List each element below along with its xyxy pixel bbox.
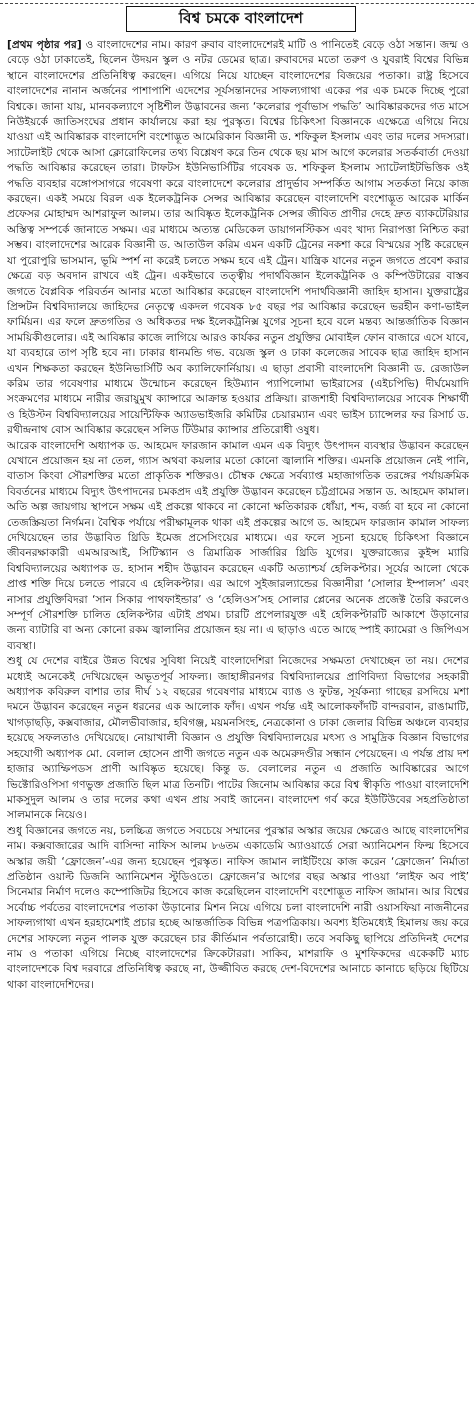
headline: বিশ্ব চমকে বাংলাদেশ bbox=[126, 6, 356, 32]
article-body bbox=[7, 38, 469, 1402]
paragraph-1 bbox=[7, 38, 469, 439]
paragraph-2: আরেক বাংলাদেশি অধ্যাপক ড. আহমেদ ফারজান কামাল এমন এক বিদ্যুৎ উৎপাদন ব্যবস্থার উদ্ভাবন করেছেন যেখানে প্রয়োজন হয় না তেল, গ্যাস অথবা কয়লার মতো কোনো জ্বালানি শক্তির। এমনকি প্রয়োজন নেই পানি, বাতাস কিংবা সৌরশক্তির মতো প্রাকৃতিক শক্তিরও। চৌম্বক ক্ষেত্রে সর্বব্যাপ্ত মহাজাগতিক তরঙ্গের পর্যায়ক্রমিক বিবর্তনের মাধ্যমে বিদ্যুৎ উৎপাদনের চমকপ্রদ এই প্রযুক্তি উদ্ভাবন করেছেন চট্টগ্রামের সন্তান ড. আহমেদ কামাল। অতি অল্প জায়গায় স্থাপনে সক্ষম এই প্রকল্পে থাকবে না কোনো ক্ষতিকারক ধোঁয়া, শব্দ, বর্জ্য বা হবে না কোনো তেজস্ক্রিয়তা নির্গমন। বৈশ্বিক পর্যায়ে পরীক্ষামূলক থাকা এই প্রকল্পের আগে ড. আহমেদ ফারজান কামাল সাফল্য দেখিয়েছেন তার উদ্ভাবিত থ্রিডি ইমেজ প্রসেসিংয়ের মাধ্যমে। এর ফলে সূচনা হয়েছে চিকিৎসা বিজ্ঞানে জীবনরক্ষাকারী এমআরআই, সিটিস্ক্যান ও ত্রিমাত্রিক সার্জারির থ্রিডি যুগের। যুক্তরাজ্যের কুইন্স ম্যারি বিশ্ববিদ্যালয়ের অধ্যাপক ড. হাসান শহীদ উদ্ভাবন করেছেন একটি অত্যাশ্চর্য হেলিকপ্টার। সূর্যের আলো থেকে প্রাপ্ত শক্তি দিয়ে চলতে পারবে এ হেলিকপ্টার। এর আগে সুইজারল্যান্ডের বিজ্ঞানীরা ‘সোলার ইম্পালস’ এবং নাসার প্রযুক্তিবিদরা ‘সান সিকার পাথফাইন্ডার’ ও ‘হেলিওস’সহ সোলার প্লেনের অনেক প্রজেক্ট তৈরি করলেও সম্পূর্ণ সৌরশক্তি চালিত হেলিকপ্টার এটাই প্রথম। চারটি প্রপেলারযুক্ত এই হেলিকপ্টারটি আকাশে উড়ানোর জন্য ব্যাটারি বা অন্য কোনো রকম জ্বালানির প্রয়োজন হয় না। এ ছাড়াও এতে আছে স্পাই ক্যামেরা ও জিপিএস ব্যবস্থা। bbox=[7, 439, 469, 652]
paragraph-4: শুধু বিজ্ঞানের জগতে নয়, চলচ্চিত্র জগতে সবচেয়ে সম্মানের পুরস্কার অস্কার জয়ের ক্ষেত্রেও আছে বাংলাদেশির নাম। কক্সবাজারের আদি বাসিন্দা নাফিস আলম ৮৬তম একাডেমি অ্যাওয়ার্ডে সেরা অ্যানিমেশন ফিল্ম হিসেবে অস্কার জয়ী ‘ফ্রোজেন’-এর জন্য হয়েছেন পুরস্কৃত। নাফিস জামান লাইটিংয়ে কাজ করেন ‘ফ্রোজেন’ নির্মাতা প্রতিষ্ঠান ওয়াল্ট ডিজনি অ্যানিমেশন স্টুডিওতে। ফ্রোজেন’র আগের বছর অস্কার পাওয়া ‘লাইফ অব পাই’ সিনেমার নির্মাণ দলেও কম্পোজিটর হিসেবে কাজ করেছিলেন বাংলাদেশি বংশোদ্ভূত নাফিস জামান। আর বিশ্বের সর্বোচ্চ পর্বতের বাংলাদেশের পতাকা উড়ানোর মিশন নিয়ে এগিয়ে চলা বাংলাদেশি নারী ওয়াসফিয়া নাজনীনের সাফল্যগাথা এখন হরহামেশাই প্রচার হচ্ছে আন্তর্জাতিক বিভিন্ন পত্রপত্রিকায়। অবশ্য ইতিমধ্যেই হিমালয় জয় করে দেশের সাফল্যে নতুন পালক যুক্ত করেছেন চার কীর্তিমান পর্বতারোহী। তবে সবকিছু ছাপিয়ে প্রতিদিনই দেশের নাম ও পতাকা এগিয়ে নিচ্ছে বাংলাদেশের ক্রিকেটাররা। সাকিব, মাশরাফি ও মুশফিকদের একেকটি ম্যাচ বাংলাদেশকে বিশ্ব দরবারে প্রতিনিধিত্ব করছে না, উজ্জীবিত করছে দেশ-বিদেশের আনাচে কানাচে ছড়িয়ে ছিটিয়ে থাকা বাংলাদেশিদের। bbox=[7, 824, 469, 991]
top-dashed-rule bbox=[0, 3, 474, 4]
continuation-kicker: [প্রথম পৃষ্ঠার পর] bbox=[7, 39, 82, 51]
paragraph-3: শুধু যে দেশের বাইরে উন্নত বিশ্বের সুবিধা নিয়েই বাংলাদেশিরা নিজেদের সক্ষমতা দেখাচ্ছেন তা নয়। দেশের মধ্যেই অনেকেই দেখিয়েছেন অভূতপূর্ব সাফল্য। জাহাঙ্গীরনগর বিশ্ববিদ্যালয়ের প্রাণিবিদ্যা বিভাগের সহকারী অধ্যাপক কবিরুল বাশার তার দীর্ঘ ১২ বছরের গবেষণার মাধ্যমে ব্যাঙ ও ফুটন্ত, সূর্যকন্যা গাছের রসদিয়ে মশা দমনে উদ্ভাবন করেছেন নতুন ধরনের এক আলোক ফাঁদ। এখন পর্যন্ত এই আলোকফাঁদটি বান্দরবান, রাঙামাটি, খাগড়াছড়ি, কক্সবাজার, মৌলভীবাজার, হবিগঞ্জ, ময়মনসিংহ, নেত্রকোনা ও ঢাকা জেলার বিভিন্ন অঞ্চলে ব্যবহার হয়েছে সফলতাও দেখিয়েছে। নোয়াখালী বিজ্ঞান ও প্রযুক্তি বিশ্ববিদ্যালয়ের মৎস্য ও সামুদ্রিক বিজ্ঞান বিভাগের সহযোগী অধ্যাপক মো. বেলাল হোসেন প্রাণী জগতে নতুন এক অমেরুদণ্ডীর সন্ধান পেয়েছেন। এ পর্যন্ত প্রায় দশ হাজার অ্যাম্ফিপডস প্রাণী আবিষ্কৃত হয়েছে। কিন্তু ড. বেলালের নতুন এ প্রজাতি আবিষ্কারের আগে ভিক্টোরিওপিসা গণভুক্ত প্রজাতি ছিল মাত্র তিনটি। পাটের জিনোম আবিষ্কার করে বিশ্ব স্বীকৃতি পাওয়া বাংলাদেশি মাকসুদুল আলম ও তার দলের কথা এখন প্রায় সবাই জানেন। বাংলাদেশ গর্ব করে ইউটিউবের সহপ্রতিষ্ঠাতা সালমানকে নিয়েও। bbox=[7, 655, 469, 822]
paragraph-1-text: ও বাংলাদেশের নাম। কারণ রুবাব বাংলাদেশেরই মাটি ও পানিতেই বেড়ে ওঠা সন্তান। জন্ম ও বেড়ে ওঠা ঢাকাতেই, ছিলেন উদয়ন স্কুল ও নটর ডেমের ছাত্র। রুবাবদের মতো তরুণ ও যুবরাই বিশ্বের বিভিন্ন স্থানে বাংলাদেশের প্রতিনিধিত্ব করছেন। এগিয়ে নিয়ে যাচ্ছেন বাংলাদেশের বিজয়ের পতাকা। রাষ্ট্র হিসেবে বাংলাদেশের নানান অর্জনের পাশাপাশি এদেশের সূর্যসন্তানদের সাফল্যগাথা একের পর এক চমকে দিচ্ছে পুরো বিশ্বকে। জানা যায়, মানবকল্যাণে সৃষ্টিশীল উদ্ভাবনের জন্য ‘কলেরার পূর্বাভাস পদ্ধতি’ আবিষ্কারকদের গত মাসে নিউইয়র্কে জাতিসংঘের প্রধান কার্যালয়ে করা হয় পুরস্কৃত। বিশ্বের চিকিৎসা বিজ্ঞানকে এক্ষেত্রে এগিয়ে নিয়ে যাওয়া এই আবিষ্কারক বাংলাদেশি বংশোদ্ভূত আমেরিকান বিজ্ঞানী ড. শফিকুল ইসলাম এবং তার দলের সদস্যরা। স্যাটেলাইট থেকে আসা ক্লোরোফিলের তথ্য বিশ্লেষণ করে তিন থেকে ছয় মাস আগে কলেরার সতর্কবার্তা দেওয়া পদ্ধতি আবিষ্কার করেছেন তারা। টাফটস ইউনিভার্সিটির গবেষক ড. শফিকুল ইসলাম স্যাটেলাইটভিত্তিক ওই পদ্ধতি ব্যবহার বঙ্গোপসাগরে গবেষণা করে বাংলাদেশে কলেরার প্রাদুর্ভাব সম্পর্কিত আগাম সতর্কতা নিয়ে কাজ করছেন। একই সময়ে বিরল এক ইলেকট্রনিক সেন্সর আবিষ্কার করেছেন বাংলাদেশি বংশোদ্ভূত আরেক মার্কিন প্রফেসর মোহাম্মদ আশরাফুল আলম। তার আবিষ্কৃত ইলেকট্রনিক সেন্সর জীবিত প্রাণীর দেহে দ্রুত ব্যাকটেরিয়ার অস্তিত্ব সম্পর্কে জানাতে সক্ষম। এর মাধ্যমে অত্যন্ত মেডিকেল ডায়াগনস্টিকস এবং খাদ্য নিরাপত্তা নিশ্চিত করা সম্ভব। বাংলাদেশের আরেক বিজ্ঞানী ড. আতাউল করিম এমন একটি ট্রেনের নকশা করে বিস্ময়ের সৃষ্টি করেছেন যা পুরোপুরি ভাসমান, ভূমি স্পর্শ না করেই চলতে সক্ষম হবে এই ট্রেন। যান্ত্রিক যানের নতুন জগতে প্রবেশ করার ক্ষেত্রে বড় অবদান রাখবে এই ট্রেন। একইভাবে তত্ত্বীয় পদার্থবিজ্ঞান ইলেকট্রনিক ও কম্পিউটারের বাস্তব জগতে বৈপ্লবিক পরিবর্তন আনার মতো আবিষ্কার করেছেন বাংলাদেশি পদার্থবিজ্ঞানী জাহিদ হাসান। যুক্তরাষ্ট্রের প্রিন্সটন বিশ্ববিদ্যালয়ে জাহিদের নেতৃত্বে একদল গবেষক ৮৫ বছর পর আবিষ্কার করেছেন ভরহীন কণা-ভাইল ফার্মিয়ন। এর ফলে দ্রুতগতির ও অধিকতর দক্ষ ইলেকট্রনিক্স যুগের সূচনা হবে বলে মন্তব্য আন্তর্জাতিক বিজ্ঞান সাময়িকীগুলোর। এই আবিষ্কার কাজে লাগিয়ে আরও কার্যকর নতুন প্রযুক্তির মোবাইল ফোন বাজারে এসে যাবে, যা ব্যবহারে তাপ সৃষ্টি হবে না। ঢাকার ধানমন্ডি গভ. বয়েজ স্কুল ও ঢাকা কলেজের সাবেক ছাত্র জাহিদ হাসান এখন শিক্ষকতা করছেন ইউনিভার্সিটি অব ক্যালিফোর্নিয়ায়। এ ছাড়া প্রবাসী বাংলাদেশি বিজ্ঞানী ড. রেজাউল করিম তার গবেষণার মাধ্যমে উন্মোচন করেছেন হিউম্যান প্যাপিলোমা ভাইরাসের (এইচপিভি) দীর্ঘমেয়াদি সংক্রমণের মাধ্যমে নারীর জরায়ুমুখ ক্যান্সারে আক্রান্ত হওয়ার প্রক্রিয়া। রাজশাহী বিশ্ববিদ্যালয়ের সাবেক শিক্ষার্থী ও হিউস্টন বিশ্ববিদ্যালয়ের সায়েন্টিফিক অ্যাডভাইজরি কমিটির চেয়ারম্যান এবং ভাইস চ্যান্সেলর ফর রিসার্চ ড. রথীন্দ্রনাথ বোস আবিষ্কার করেছেন সলিড টিউমার ক্যান্সার প্রতিরোধী ওষুধ। bbox=[7, 39, 469, 437]
